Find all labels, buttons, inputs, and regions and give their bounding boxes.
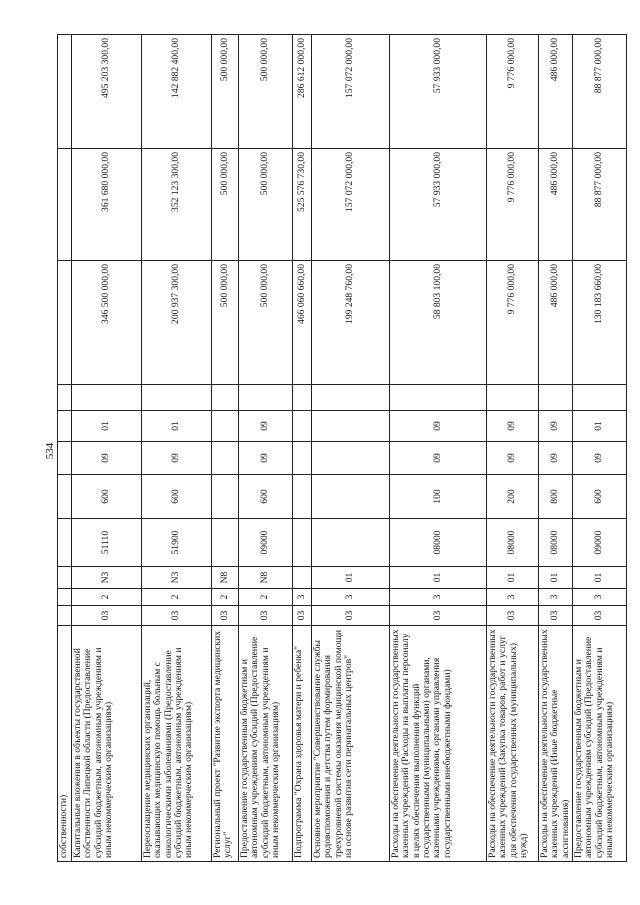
code-cell xyxy=(212,442,239,475)
table-body xyxy=(58,35,627,862)
code-cell: 03 xyxy=(390,606,487,626)
code-cell: 03 xyxy=(293,606,312,626)
amount-cell: 88 877 000,00 xyxy=(573,149,627,261)
budget-table xyxy=(57,34,627,862)
code-cell: 600 xyxy=(239,475,293,519)
amount-cell: 157 072 000,00 xyxy=(312,149,390,261)
code-cell xyxy=(58,606,72,626)
code-cell: 200 xyxy=(487,475,539,519)
code-cell xyxy=(58,567,72,589)
table-row xyxy=(72,35,142,862)
amount-cell: 286 612 000,00 xyxy=(293,35,312,149)
code-cell: 09000 xyxy=(239,519,293,567)
amount-cell: 500 000,00 xyxy=(239,261,293,385)
table-row xyxy=(239,35,293,862)
amount-cell: 346 500 000,00 xyxy=(72,261,142,385)
code-cell: 03 xyxy=(539,606,573,626)
amount-cell: 9 776 000,00 xyxy=(487,261,539,385)
row-description: Предоставление государственным бюджетным и автономным учреждениям субсидий (Предоставление субсидий бюджетным, автономным учреждениям и иным некоммерческим организациям) xyxy=(573,626,627,862)
amount-cell: 9 776 000,00 xyxy=(487,35,539,149)
code-cell: 2 xyxy=(72,589,142,606)
code-cell: 2 xyxy=(212,589,239,606)
row-description: Переоснащение медицинских организаций, оказывающих медицинскую помощь больным с онкологическими заболеваниями (Предоставление субсидий бюджетным, автономным учреждениям и иным некоммерческим организациям) xyxy=(142,626,212,862)
code-cell xyxy=(573,385,627,411)
table-row xyxy=(487,35,539,862)
amount-cell: 361 680 000,00 xyxy=(72,149,142,261)
amount-cell: 525 576 730,00 xyxy=(293,149,312,261)
code-cell: 03 xyxy=(72,606,142,626)
code-cell xyxy=(72,385,142,411)
code-cell: N3 xyxy=(142,567,212,589)
amount-cell: 157 072 000,00 xyxy=(312,35,390,149)
code-cell xyxy=(58,519,72,567)
code-cell: 51110 xyxy=(72,519,142,567)
amount-cell xyxy=(58,261,72,385)
code-cell: 3 xyxy=(312,589,390,606)
code-cell: 09 xyxy=(72,442,142,475)
code-cell: 03 xyxy=(239,606,293,626)
code-cell: 03 xyxy=(312,606,390,626)
code-cell: 01 xyxy=(573,567,627,589)
table-row xyxy=(539,35,573,862)
code-cell: 2 xyxy=(239,589,293,606)
code-cell: 03 xyxy=(142,606,212,626)
code-cell: 3 xyxy=(573,589,627,606)
code-cell: 09 xyxy=(487,442,539,475)
table-row xyxy=(142,35,212,862)
code-cell xyxy=(539,385,573,411)
code-cell: 01 xyxy=(539,567,573,589)
code-cell: 01 xyxy=(142,411,212,442)
amount-cell: 486 000,00 xyxy=(539,261,573,385)
code-cell xyxy=(293,442,312,475)
table-row xyxy=(312,35,390,862)
code-cell: 800 xyxy=(539,475,573,519)
row-description: собственности) xyxy=(58,626,72,862)
row-description: Расходы на обеспечение деятельности государственных казенных учреждений (Иные бюджетные ассигнования) xyxy=(539,626,573,862)
code-cell xyxy=(312,475,390,519)
row-description: Региональный проект "Развитие экспорта медицинских услуг" xyxy=(212,626,239,862)
code-cell: 09 xyxy=(239,442,293,475)
code-cell: 08000 xyxy=(539,519,573,567)
amount-cell: 500 000,00 xyxy=(212,35,239,149)
code-cell: 03 xyxy=(212,606,239,626)
code-cell: 01 xyxy=(72,411,142,442)
code-cell xyxy=(293,519,312,567)
code-cell: 01 xyxy=(487,567,539,589)
code-cell: 08000 xyxy=(487,519,539,567)
code-cell xyxy=(58,442,72,475)
amount-cell: 58 803 100,00 xyxy=(390,261,487,385)
code-cell: 09 xyxy=(390,411,487,442)
code-cell xyxy=(212,475,239,519)
code-cell: 3 xyxy=(293,589,312,606)
code-cell xyxy=(390,385,487,411)
row-description: Предоставление государственным бюджетным и автономным учреждениям субсидий (Предоставление субсидий бюджетным, автономным учреждениям и иным некоммерческим организациям) xyxy=(239,626,293,862)
table-row xyxy=(573,35,627,862)
code-cell xyxy=(212,385,239,411)
amount-cell: 466 060 660,00 xyxy=(293,261,312,385)
amount-cell xyxy=(58,35,72,149)
code-cell: 01 xyxy=(573,411,627,442)
row-description: Подпрограмма "Охрана здоровья матери и ребенка" xyxy=(293,626,312,862)
table-row xyxy=(58,35,72,862)
code-cell xyxy=(293,385,312,411)
amount-cell: 500 000,00 xyxy=(239,149,293,261)
amount-cell: 352 123 300,00 xyxy=(142,149,212,261)
amount-cell: 486 000,00 xyxy=(539,35,573,149)
amount-cell: 500 000,00 xyxy=(212,261,239,385)
row-description: Основное мероприятие "Совершенствование службы родовспоможения и детства путем формирования трехуровневой системы оказания медицинской помощи на основе развития сети перинатальных центров" xyxy=(312,626,390,862)
code-cell: 09 xyxy=(539,442,573,475)
code-cell xyxy=(293,475,312,519)
code-cell: 09 xyxy=(539,411,573,442)
code-cell: 09 xyxy=(487,411,539,442)
amount-cell: 500 000,00 xyxy=(239,35,293,149)
amount-cell: 142 882 400,00 xyxy=(142,35,212,149)
amount-cell: 199 248 760,00 xyxy=(312,261,390,385)
code-cell: 01 xyxy=(312,567,390,589)
code-cell xyxy=(312,385,390,411)
code-cell xyxy=(58,589,72,606)
code-cell: 09 xyxy=(239,411,293,442)
amount-cell: 130 183 660,00 xyxy=(573,261,627,385)
code-cell: 09 xyxy=(142,442,212,475)
code-cell: 600 xyxy=(142,475,212,519)
code-cell: 09 xyxy=(573,442,627,475)
code-cell xyxy=(58,385,72,411)
code-cell xyxy=(58,475,72,519)
amount-cell: 57 933 000,00 xyxy=(390,149,487,261)
row-description: Расходы на обеспечение деятельности государственных казенных учреждений (Расходы на выплаты персоналу в целях обеспечения выполнения функций государственными (муниципальными) органами, казенными учреждениями, органами управления государственными внебюджетными фондами) xyxy=(390,626,487,862)
code-cell: 03 xyxy=(573,606,627,626)
code-cell xyxy=(312,442,390,475)
code-cell xyxy=(142,385,212,411)
table-row xyxy=(212,35,239,862)
code-cell xyxy=(293,567,312,589)
code-cell: 09 xyxy=(390,442,487,475)
amount-cell: 9 776 000,00 xyxy=(487,149,539,261)
code-cell xyxy=(58,411,72,442)
code-cell xyxy=(312,519,390,567)
amount-cell xyxy=(58,149,72,261)
code-cell: N8 xyxy=(212,567,239,589)
code-cell: N3 xyxy=(72,567,142,589)
code-cell: N8 xyxy=(239,567,293,589)
code-cell: 09000 xyxy=(573,519,627,567)
code-cell: 100 xyxy=(390,475,487,519)
code-cell: 3 xyxy=(487,589,539,606)
code-cell xyxy=(212,519,239,567)
code-cell: 03 xyxy=(487,606,539,626)
code-cell xyxy=(487,385,539,411)
table-row xyxy=(293,35,312,862)
code-cell: 2 xyxy=(142,589,212,606)
amount-cell: 500 000,00 xyxy=(212,149,239,261)
row-description: Капитальные вложения в объекты государственной собственности Липецкой области (Предоставление субсидий бюджетным, автономным учреждениям и иным некоммерческим организациям) xyxy=(72,626,142,862)
amount-cell: 495 203 300,00 xyxy=(72,35,142,149)
code-cell xyxy=(312,411,390,442)
amount-cell: 486 000,00 xyxy=(539,149,573,261)
table-row xyxy=(390,35,487,862)
amount-cell: 200 937 300,00 xyxy=(142,261,212,385)
code-cell: 51900 xyxy=(142,519,212,567)
amount-cell: 57 933 000,00 xyxy=(390,35,487,149)
amount-cell: 88 877 000,00 xyxy=(573,35,627,149)
code-cell: 08000 xyxy=(390,519,487,567)
code-cell xyxy=(293,411,312,442)
code-cell xyxy=(239,385,293,411)
code-cell: 3 xyxy=(539,589,573,606)
code-cell: 01 xyxy=(390,567,487,589)
row-description: Расходы на обеспечение деятельности государственных казенных учреждений (Закупка товаров, работ и услуг для обеспечения государственных (муниципальных) нужд) xyxy=(487,626,539,862)
page-number: 534 xyxy=(44,442,56,460)
code-cell xyxy=(212,411,239,442)
code-cell: 600 xyxy=(573,475,627,519)
code-cell: 600 xyxy=(72,475,142,519)
code-cell: 3 xyxy=(390,589,487,606)
budget-table-rotated xyxy=(57,35,616,862)
